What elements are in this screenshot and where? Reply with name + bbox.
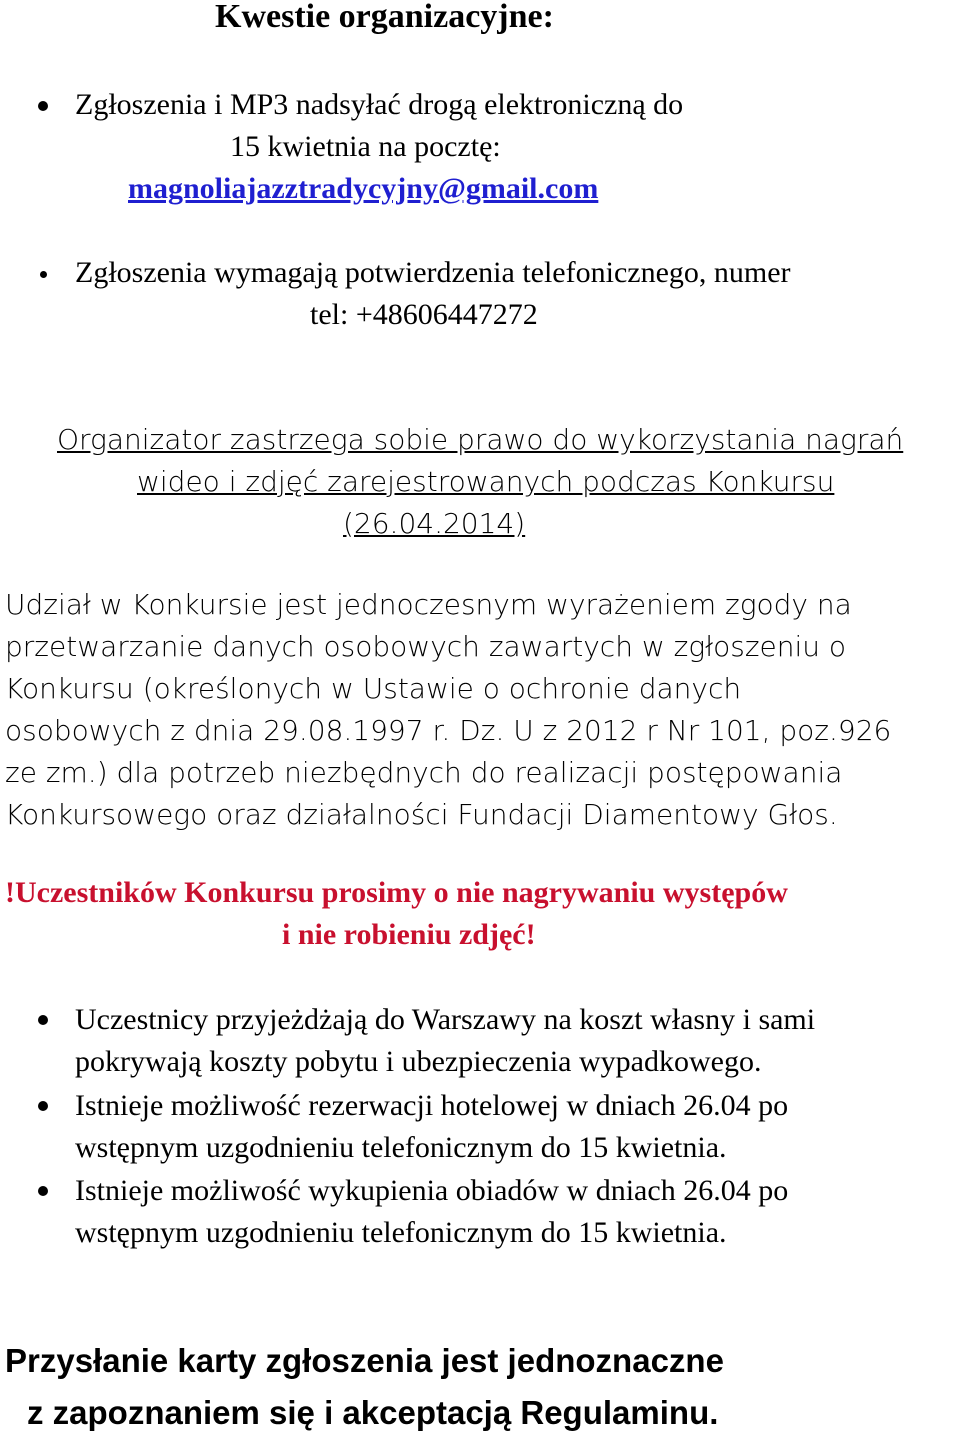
bullet-icon (38, 1015, 48, 1025)
rights-line-1: Organizator zastrzega sobie prawo do wykorzystania nagrań (57, 423, 904, 456)
consent-line: przetwarzanie danych osobowych zawartych w zgłoszeniu o (5, 630, 847, 663)
page-heading: Kwestie organizacyjne: (215, 0, 554, 35)
logistics-item-line-1: Uczestnicy przyjeżdżają do Warszawy na koszt własny i sami (75, 1003, 816, 1036)
submission-line-2: 15 kwietnia na pocztę: (230, 130, 501, 163)
logistics-item-line-1: Istnieje możliwość rezerwacji hotelowej w dniach 26.04 po (75, 1089, 789, 1122)
bullet-icon (40, 271, 47, 278)
warning-line-2: i nie robieniu zdjęć! (282, 918, 536, 951)
rights-line-2: wideo i zdjęć zarejestrowanych podczas Konkursu (137, 465, 835, 498)
bullet-icon (38, 101, 48, 111)
consent-line: Konkursowego oraz działalności Fundacji Diamentowy Głos. (5, 798, 838, 831)
rights-line-3: (26.04.2014) (343, 507, 526, 540)
bullet-icon (38, 1186, 48, 1196)
bullet-icon (38, 1101, 48, 1111)
logistics-item-line-2: pokrywają koszty pobytu i ubezpieczenia wypadkowego. (75, 1045, 762, 1078)
consent-line: Udział w Konkursie jest jednoczesnym wyrażeniem zgody na (5, 588, 852, 621)
final-line-2: z zapoznaniem się i akceptacją Regulaminu. (27, 1394, 719, 1431)
consent-line: osobowych z dnia 29.08.1997 r. Dz. U z 2012 r Nr 101, poz.926 (5, 714, 892, 747)
submission-line-1: Zgłoszenia i MP3 nadsyłać drogą elektroniczną do (75, 88, 684, 121)
phone-line-1: Zgłoszenia wymagają potwierdzenia telefonicznego, numer (75, 256, 791, 289)
consent-line: ze zm.) dla potrzeb niezbędnych do realizacji postępowania (5, 756, 843, 789)
consent-line: Konkursu (określonych w Ustawie o ochronie danych (5, 672, 742, 705)
logistics-item-line-2: wstępnym uzgodnieniu telefonicznym do 15 kwietnia. (75, 1131, 727, 1164)
phone-line-2: tel: +48606447272 (310, 298, 538, 331)
logistics-item-line-2: wstępnym uzgodnieniu telefonicznym do 15 kwietnia. (75, 1216, 727, 1249)
final-line-1: Przysłanie karty zgłoszenia jest jednoznaczne (5, 1342, 724, 1379)
warning-line-1: !Uczestników Konkursu prosimy o nie nagrywaniu występów (5, 876, 788, 909)
email-link[interactable]: magnoliajazztradycyjny@gmail.com (128, 172, 599, 205)
logistics-item-line-1: Istnieje możliwość wykupienia obiadów w dniach 26.04 po (75, 1174, 789, 1207)
